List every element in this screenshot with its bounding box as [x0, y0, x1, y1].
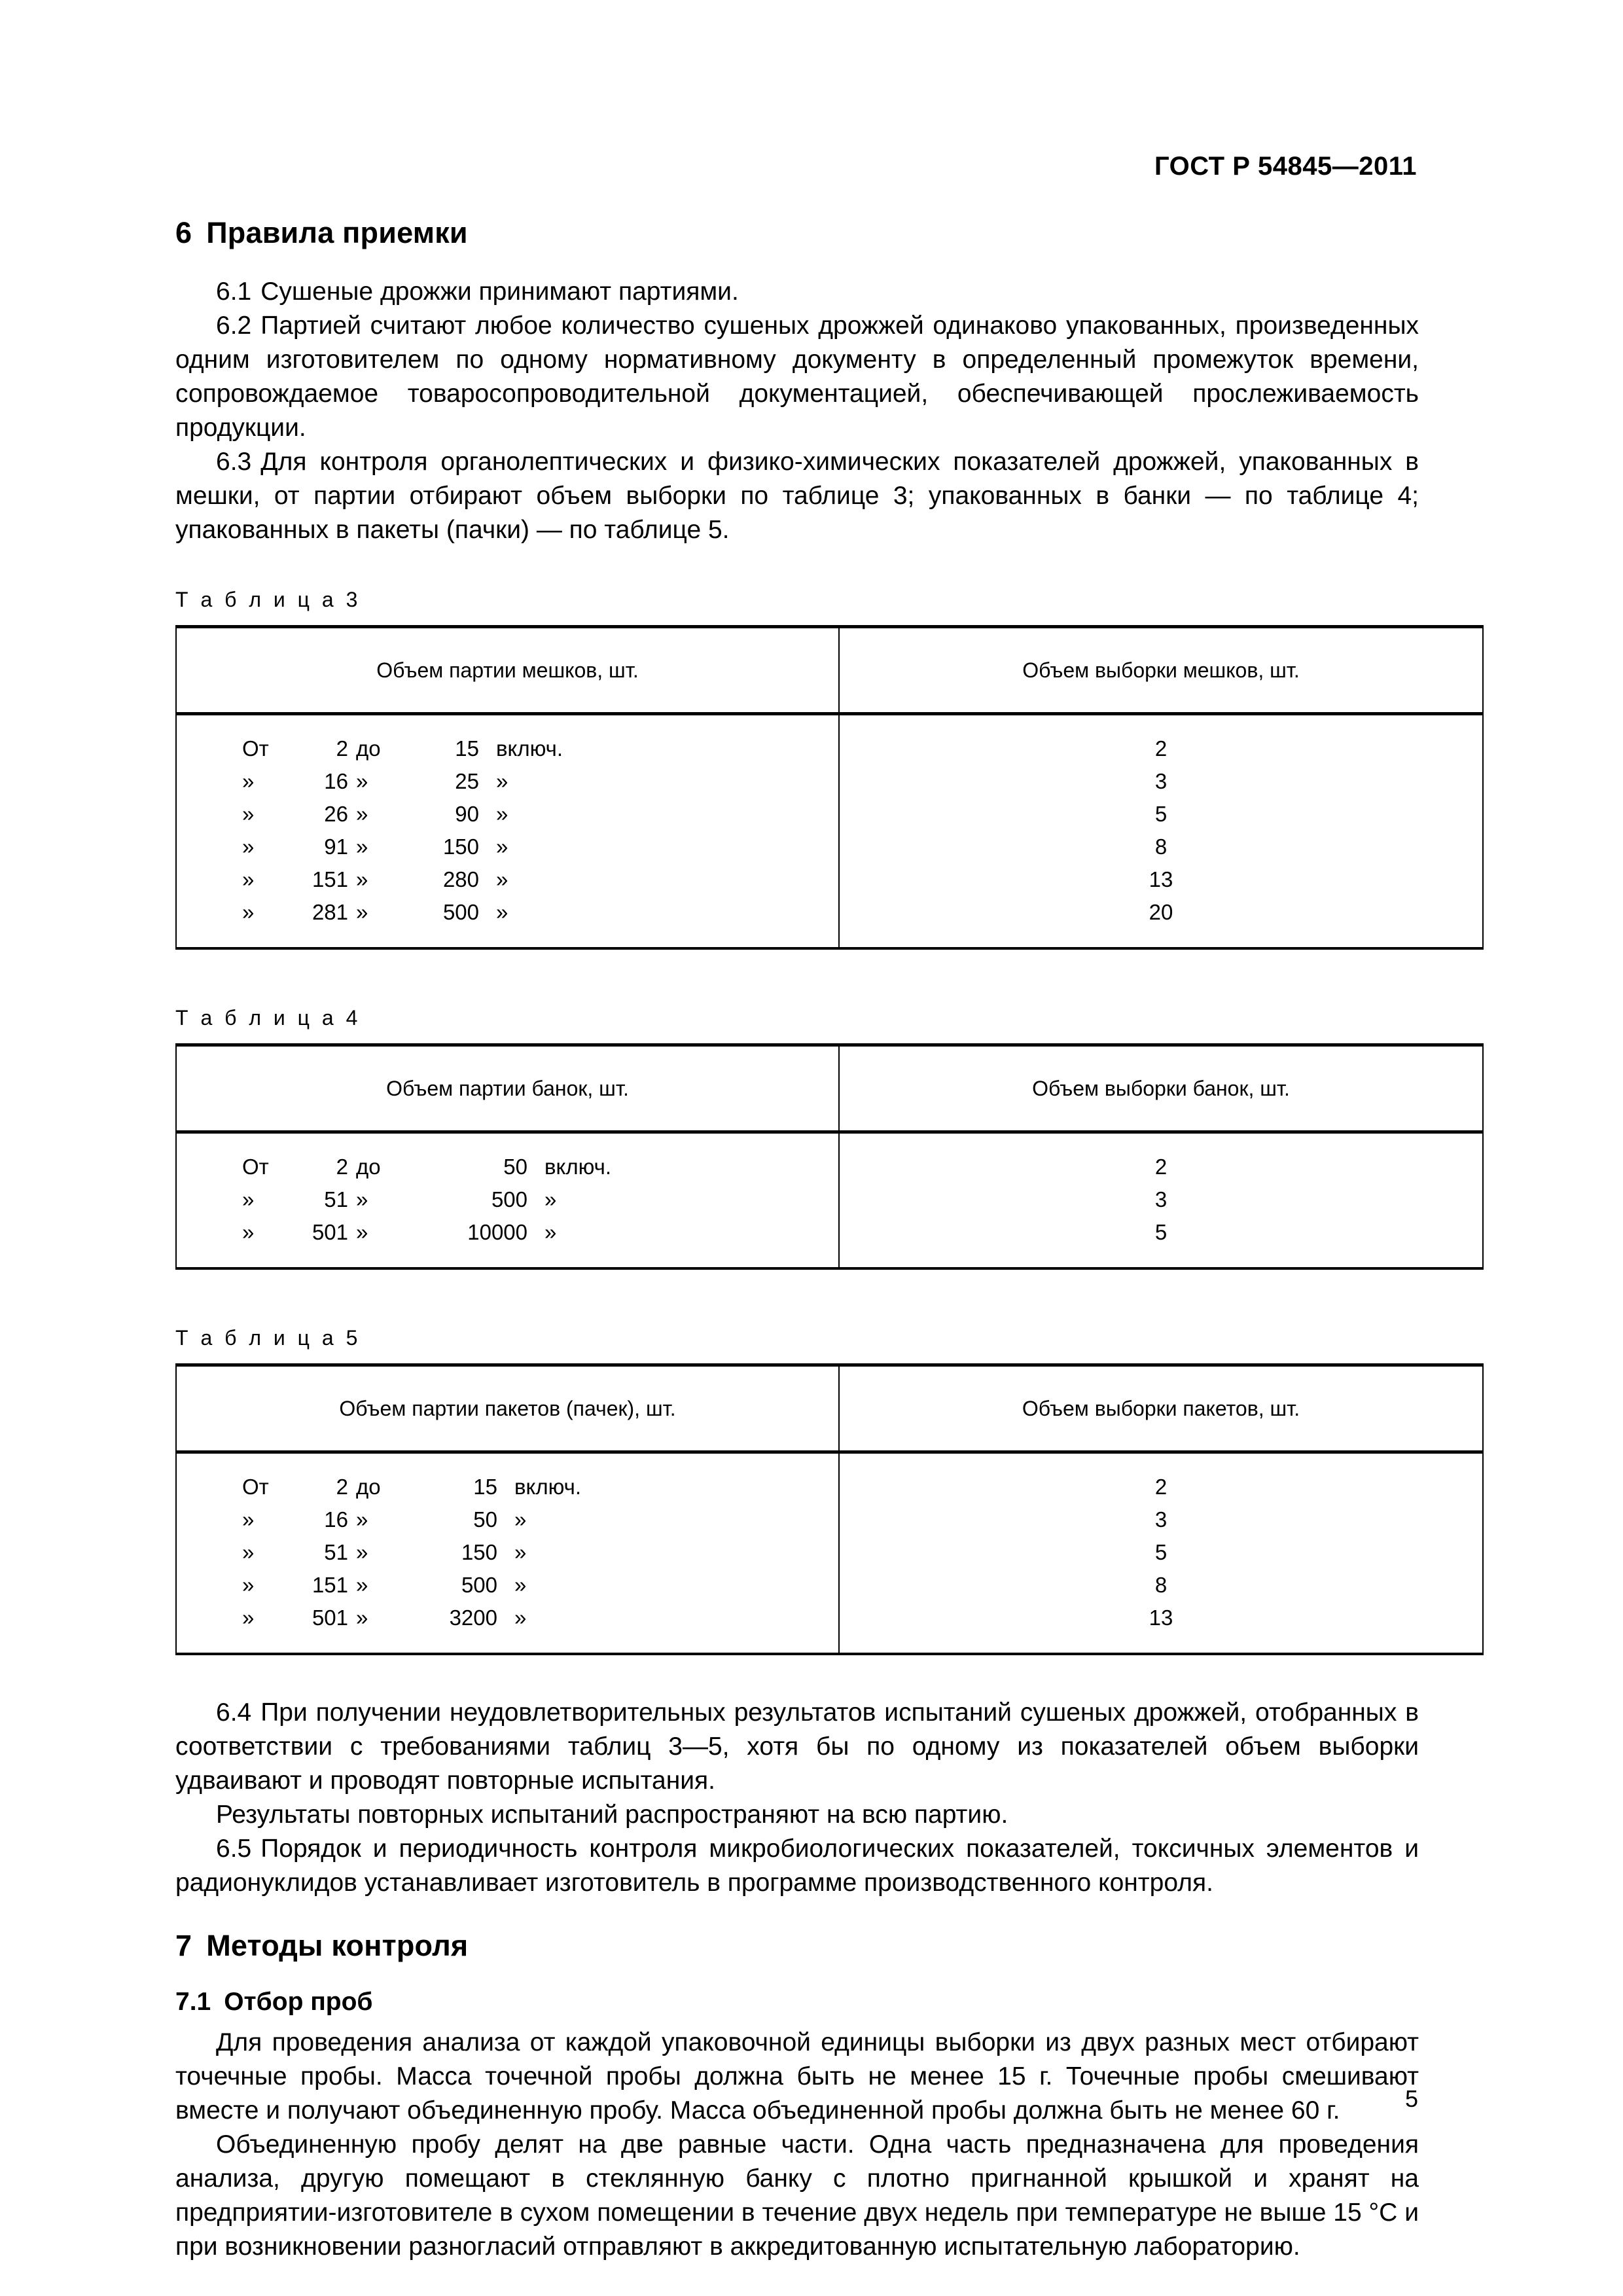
cell-value: 8 [1154, 1573, 1168, 1597]
spacer [175, 1900, 1419, 1929]
range-high: 10000 [467, 1220, 527, 1244]
table-4-ranges-cell [176, 1132, 839, 1269]
paragraph-6-4 [175, 1696, 1419, 1798]
clause-6-title: Правила приемки [206, 216, 468, 249]
cell-value: 5 [1154, 1220, 1168, 1244]
range-low: 16 [324, 1507, 348, 1532]
paragraph-6-1-number: 6.1 [216, 278, 252, 306]
range-low: 501 [312, 1220, 348, 1244]
cell-value: 3 [1154, 769, 1168, 793]
table-3-col-1-header: Объем партии мешков, шт. [176, 627, 839, 714]
range-suffix: » [514, 1605, 527, 1630]
range-high: 25 [455, 769, 479, 793]
range-suffix: » [544, 1187, 557, 1211]
range-to: » [356, 867, 368, 891]
table-3-caption: Т а б л и ц а 3 [175, 588, 361, 611]
range-from: » [242, 1540, 255, 1564]
range-to: » [356, 1540, 368, 1564]
range-high: 500 [491, 1187, 527, 1211]
table-4 [175, 1043, 1484, 1270]
paragraph-6-4-number: 6.4 [216, 1698, 252, 1727]
cell-value: 2 [1154, 1475, 1168, 1499]
range-low: 281 [312, 900, 348, 924]
range-to: » [356, 834, 368, 859]
paragraph-6-1 [175, 275, 1419, 309]
cell-value: 20 [1149, 900, 1173, 924]
subclause-7-1-heading [175, 1988, 1419, 2017]
table-4-caption: Т а б л и ц а 4 [175, 1006, 361, 1030]
paragraph-6-5-number: 6.5 [216, 1835, 252, 1863]
table-3-values-cell [839, 714, 1483, 949]
table-row [242, 798, 838, 831]
cell-value: 13 [1149, 1605, 1173, 1630]
range-low: 51 [324, 1187, 348, 1211]
range-suffix: » [514, 1573, 527, 1597]
range-high: 280 [442, 867, 479, 891]
paragraph-6-3-text: Для контроля органолептических и физико-химических показателей дрожжей, упакованных в мешки, от партии отбирают объем выборки по таблице 3; упакованных в банки — по таблице 4; упакованных в пакеты (пачки) — по таблице 5. [175, 448, 1419, 544]
subclause-7-1-title: Отбор проб [224, 1988, 373, 2016]
table-row [242, 1471, 838, 1503]
clause-7-number: 7 [175, 1929, 192, 1962]
range-from: От [242, 1475, 269, 1499]
range-low: 16 [324, 769, 348, 793]
paragraph-6-4-text: При получении неудовлетворительных результатов испытаний сушеных дрожжей, отобранных в соответствии с требованиями таблиц 3—5, хотя бы по одному из показателей объем выборки удваивают и проводят повторные испытания. [175, 1698, 1419, 1795]
table-5-col-2-header: Объем выборки пакетов, шт. [839, 1365, 1483, 1452]
page-number: 5 [1405, 2085, 1419, 2112]
page-content [175, 216, 1419, 2264]
range-high: 15 [473, 1475, 497, 1499]
range-high: 50 [503, 1155, 527, 1179]
range-suffix: » [496, 769, 508, 793]
spacer [175, 950, 1419, 1006]
range-from: От [242, 736, 269, 761]
table-4-block [175, 1006, 1419, 1270]
range-to: до [356, 1475, 381, 1499]
range-low: 2 [336, 1475, 348, 1499]
table-5-ranges-cell [176, 1452, 839, 1655]
table-3-block [175, 588, 1419, 950]
paragraph-6-3 [175, 445, 1419, 547]
cell-value: 3 [1154, 1507, 1168, 1532]
spacer [175, 1270, 1419, 1326]
table-row [242, 831, 838, 863]
range-from: » [242, 769, 255, 793]
paragraph-7-1-first-text: Для проведения анализа от каждой упаковочной единицы выборки из двух разных мест отбирают точечные пробы. Масса точечной пробы должна быть не менее 15 г. Точечные пробы смешивают вместе и получают объединенную пробу. Масса объединенной пробы должна быть не менее 60 г. [175, 2028, 1419, 2125]
range-from: » [242, 1573, 255, 1597]
table-4-body-row [176, 1132, 1483, 1269]
spacer [175, 547, 1419, 588]
range-high: 3200 [449, 1605, 497, 1630]
cell-value: 8 [1154, 834, 1168, 859]
table-5-header-row [176, 1365, 1483, 1452]
cell-value: 5 [1154, 1540, 1168, 1564]
spacer [175, 1655, 1419, 1696]
table-row [242, 1216, 838, 1249]
paragraph-7-1-second [175, 2128, 1419, 2264]
paragraph-6-5-text: Порядок и периодичность контроля микробиологических показателей, токсичных элементов и радионуклидов устанавливает изготовитель в программе производственного контроля. [175, 1835, 1419, 1897]
table-row [242, 1536, 838, 1569]
range-suffix: включ. [544, 1155, 611, 1179]
range-to: » [356, 769, 368, 793]
table-4-header-row [176, 1045, 1483, 1132]
range-to: » [356, 802, 368, 826]
range-suffix: » [514, 1507, 527, 1532]
range-low: 2 [336, 736, 348, 761]
cell-value: 13 [1149, 867, 1173, 891]
document-header: ГОСТ Р 54845—2011 [1154, 152, 1417, 181]
range-to: » [356, 1605, 368, 1630]
range-suffix: включ. [514, 1475, 581, 1499]
range-to: » [356, 1220, 368, 1244]
range-from: » [242, 1187, 255, 1211]
clause-7-title: Методы контроля [206, 1929, 469, 1962]
cell-value: 5 [1154, 802, 1168, 826]
table-row [242, 1503, 838, 1536]
paragraph-6-3-number: 6.3 [216, 448, 252, 476]
range-from: » [242, 1220, 255, 1244]
table-row [242, 1151, 838, 1183]
range-suffix: включ. [496, 736, 563, 761]
table-5-block [175, 1326, 1419, 1655]
table-4-col-2-header: Объем выборки банок, шт. [839, 1045, 1483, 1132]
range-low: 151 [312, 867, 348, 891]
table-3 [175, 625, 1484, 950]
range-high: 150 [442, 834, 479, 859]
range-to: » [356, 900, 368, 924]
table-3-header-row [176, 627, 1483, 714]
table-3-ranges-cell [176, 714, 839, 949]
range-low: 501 [312, 1605, 348, 1630]
range-high: 90 [455, 802, 479, 826]
table-row [242, 732, 838, 765]
table-row [242, 863, 838, 896]
range-high: 150 [461, 1540, 497, 1564]
table-5 [175, 1363, 1484, 1655]
range-to: до [356, 736, 381, 761]
paragraph-6-2 [175, 309, 1419, 445]
table-4-col-1-header: Объем партии банок, шт. [176, 1045, 839, 1132]
table-3-col-2-header: Объем выборки мешков, шт. [839, 627, 1483, 714]
range-low: 151 [312, 1573, 348, 1597]
range-suffix: » [496, 802, 508, 826]
paragraph-6-1-text: Сушеные дрожжи принимают партиями. [260, 278, 739, 306]
range-high: 500 [461, 1573, 497, 1597]
range-suffix: » [496, 834, 508, 859]
table-5-col-1-header: Объем партии пакетов (пачек), шт. [176, 1365, 839, 1452]
range-from: » [242, 834, 255, 859]
paragraph-6-2-text: Партией считают любое количество сушеных дрожжей одинаково упакованных, произведенных одним изготовителем по одному нормативному документу в определенный промежуток времени, сопровождаемое товаросопроводительной документацией, обеспечивающей прослеживаемость продукции. [175, 312, 1419, 442]
paragraph-7-1-first [175, 2026, 1419, 2128]
range-from: » [242, 802, 255, 826]
paragraph-7-1-second-text: Объединенную пробу делят на две равные части. Одна часть предназначена для проведения анализа, другую помещают в стеклянную банку с плотно пригнанной крышкой и хранят на предприятии-изготовителе в сухом помещении в течение двух недель при температуре не выше 15 °С и при возникновении разногласий отправляют в аккредитованную испытательную лабораторию. [175, 2130, 1419, 2261]
range-high: 50 [473, 1507, 497, 1532]
range-from: » [242, 1507, 255, 1532]
clause-6-number: 6 [175, 216, 192, 249]
table-row [242, 1569, 838, 1602]
range-from: » [242, 867, 255, 891]
cell-value: 2 [1154, 1155, 1168, 1179]
range-suffix: » [514, 1540, 527, 1564]
range-low: 91 [324, 834, 348, 859]
range-from: » [242, 900, 255, 924]
cell-value: 2 [1154, 736, 1168, 761]
paragraph-6-4-continuation [175, 1798, 1419, 1832]
table-row [242, 896, 838, 929]
range-from: От [242, 1155, 269, 1179]
range-low: 26 [324, 802, 348, 826]
paragraph-6-2-number: 6.2 [216, 312, 252, 340]
table-5-body-row [176, 1452, 1483, 1655]
clause-7-heading [175, 1929, 1419, 1963]
table-row [242, 1602, 838, 1634]
table-3-body-row [176, 714, 1483, 949]
range-suffix: » [496, 867, 508, 891]
range-suffix: » [544, 1220, 557, 1244]
range-to: » [356, 1573, 368, 1597]
table-4-values-cell [839, 1132, 1483, 1269]
subclause-7-1-number: 7.1 [175, 1988, 211, 2016]
range-to: » [356, 1187, 368, 1211]
cell-value: 3 [1154, 1187, 1168, 1211]
table-row [242, 1183, 838, 1216]
range-high: 500 [442, 900, 479, 924]
table-row [242, 765, 838, 798]
table-5-caption: Т а б л и ц а 5 [175, 1326, 361, 1350]
table-5-values-cell [839, 1452, 1483, 1655]
paragraph-6-5 [175, 1832, 1419, 1900]
range-high: 15 [455, 736, 479, 761]
range-low: 2 [336, 1155, 348, 1179]
clause-6-heading [175, 216, 1419, 250]
range-to: » [356, 1507, 368, 1532]
range-to: до [356, 1155, 381, 1179]
range-suffix: » [496, 900, 508, 924]
paragraph-6-4-continuation-text: Результаты повторных испытаний распространяют на всю партию. [216, 1801, 1008, 1829]
range-low: 51 [324, 1540, 348, 1564]
range-from: » [242, 1605, 255, 1630]
